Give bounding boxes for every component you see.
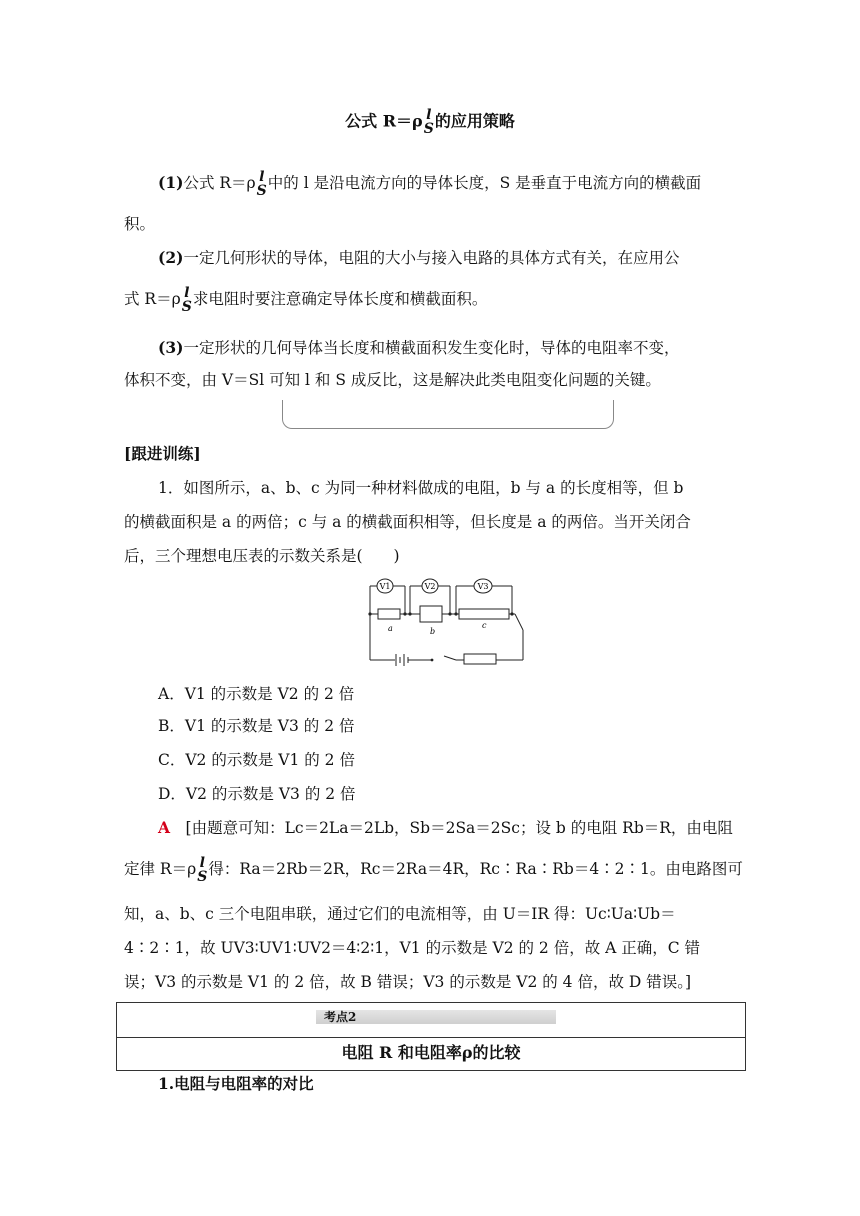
- p1-line2: 积。: [124, 215, 156, 233]
- section-tag: 考点2: [316, 1010, 556, 1024]
- title-prefix: 公式 R＝ρ: [345, 111, 423, 131]
- section-title: [0, 108, 860, 136]
- answer-line3: 知，a、b、c 三个电阻串联，通过它们的电流相等，由 U＝IR 得：Uc∶Ua∶Ub＝: [124, 905, 676, 923]
- p1-line1: (1)公式 R＝ρ l S 中的 l 是沿电流方向的导体长度，S 是垂直于电流方向的横截面: [158, 169, 702, 199]
- svg-text:V1: V1: [379, 582, 391, 591]
- voltmeter-v2: [422, 579, 438, 593]
- p2-line2: 式 R＝ρ l S 求电阻时要注意确定导体长度和横截面积。: [124, 285, 488, 315]
- answer-line5: 误；V3 的示数是 V1 的 2 倍，故 B 错误；V3 的示数是 V2 的 4 倍，故 D 错误。]: [124, 973, 692, 991]
- fraction-l-over-s: l S: [423, 107, 434, 137]
- option-d: D．V2 的示数是 V3 的 2 倍: [158, 785, 356, 803]
- q1-line1: 1．如图所示，a、b、c 为同一种材料做成的电阻，b 与 a 的长度相等，但 b: [158, 479, 684, 497]
- voltmeter-v1: [377, 579, 393, 593]
- p3-line2: 体积不变，由 V＝Sl 可知 l 和 S 成反比，这是解决此类电阻变化问题的关键。: [124, 371, 661, 389]
- note-box-border: [282, 400, 614, 429]
- resistor-c: [459, 609, 509, 619]
- answer-line1: A [由题意可知：Lc＝2La＝2Lb，Sb＝2Sa＝2Sc；设 b 的电阻 Rb＝R，由电阻: [158, 818, 733, 837]
- option-b: B．V1 的示数是 V3 的 2 倍: [158, 717, 355, 735]
- option-c: C．V2 的示数是 V1 的 2 倍: [158, 751, 355, 769]
- label-a: a: [388, 624, 393, 633]
- sub-heading: 1.电阻与电阻率的对比: [158, 1074, 314, 1093]
- practice-heading: [跟进训练]: [124, 444, 201, 463]
- q1-line2: 的横截面积是 a 的两倍；c 与 a 的横截面积相等，但长度是 a 的两倍。当开关闭合: [124, 513, 691, 531]
- answer-line2: 定律 R＝ρ l S 得：Ra＝2Rb＝2R，Rc＝2Ra＝4R，Rc∶Ra∶Rb＝4∶2∶1。由电路图可: [124, 855, 743, 885]
- svg-text:V3: V3: [477, 582, 489, 591]
- circuit-diagram: [360, 572, 540, 668]
- voltmeter-v3: [474, 579, 492, 593]
- label-b: b: [430, 627, 436, 636]
- section-title-cell: 电阻 R 和电阻率ρ的比较: [116, 1036, 746, 1071]
- rheostat: [464, 654, 496, 664]
- title-suffix: 的应用策略: [434, 111, 515, 131]
- p2-line1: (2)一定几何形状的导体，电阻的大小与接入电路的具体方式有关，在应用公: [158, 248, 680, 267]
- fraction-icon: l S: [256, 169, 267, 199]
- answer-line4: 4∶2∶1，故 UV3∶UV1∶UV2＝4∶2∶1，V1 的示数是 V2 的 2 倍，故 A 正确，C 错: [124, 939, 701, 957]
- resistor-a: [378, 609, 400, 619]
- option-a: A．V1 的示数是 V2 的 2 倍: [158, 685, 355, 703]
- label-c: c: [482, 621, 487, 630]
- svg-text:V2: V2: [424, 582, 436, 591]
- p3-line1: (3)一定形状的几何导体当长度和横截面积发生变化时，导体的电阻率不变，: [158, 338, 680, 357]
- answer-letter: A: [158, 818, 171, 837]
- q1-line3: 后，三个理想电压表的示数关系是( ): [124, 547, 400, 565]
- fraction-icon: l S: [181, 285, 192, 315]
- fraction-icon: l S: [197, 855, 208, 885]
- resistor-b: [420, 606, 442, 622]
